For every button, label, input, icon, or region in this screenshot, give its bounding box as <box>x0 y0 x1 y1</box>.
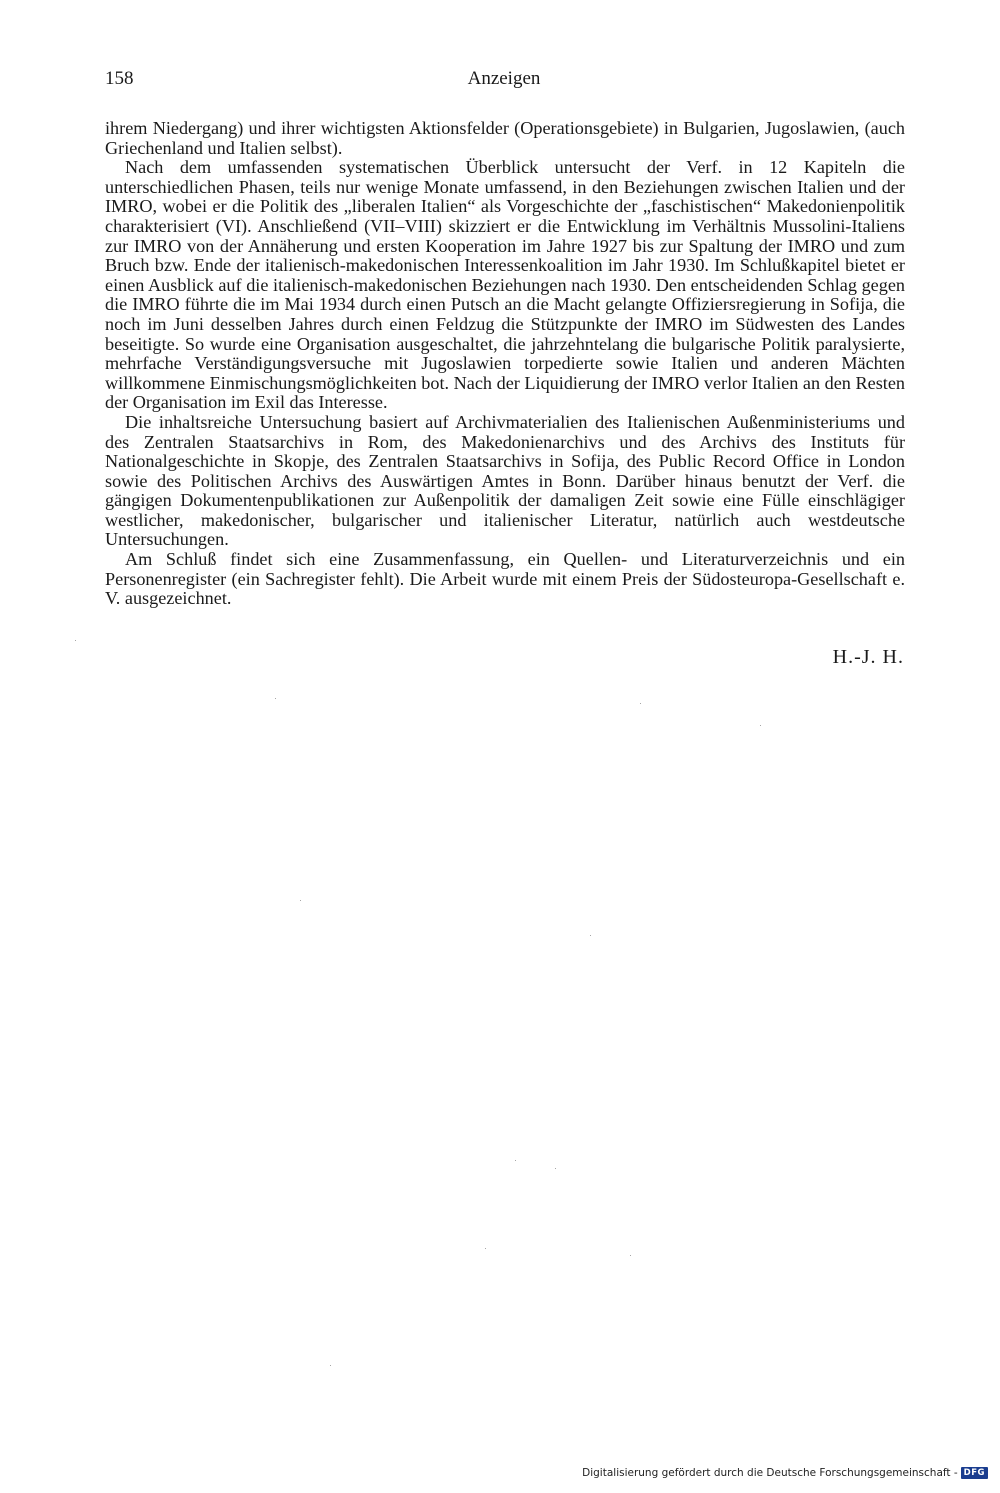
paragraph-chapters-overview: Nach dem umfassenden systematischen Überblick untersucht der Verf. in 12 Kapiteln die unterschiedlichen Phasen, teils nur wenige Monate umfassend, in den Beziehungen zwischen Italien und der IMRO, wobei er die Politik des „liberalen Italien“ als Vorgeschichte der „faschistischen“ Makedonienpolitik charakterisiert (VI). Anschließend (VII–VIII) skizziert er die Entwicklung im Verhältnis Mussolini-Italiens zur IMRO von der Annäherung und ersten Kooperation im Jahre 1927 bis zur Spaltung der IMRO und zum Bruch bzw. Ende der italienisch-makedonischen Interessenkoalition im Jahr 1930. Im Schlußkapitel bietet er einen Ausblick auf die italienisch-makedonischen Beziehungen nach 1930. Den entscheidenden Schlag gegen die IMRO führte die im Mai 1934 durch einen Putsch an die Macht gelangte Offiziersregierung in Sofija, die noch im Juni desselben Jahres durch einen Feldzug die Stützpunkte der IMRO im Südwesten des Landes beseitigte. So wurde eine Organisation ausgeschaltet, die jahrzehntelang die bulgarische Politik paralysierte, mehrfache Verständigungsversuche mit Jugoslawien torpedierte sowie Italien und anderen Mächten willkommene Einmischungsmöglichkeiten bot. Nach der Liquidierung der IMRO verlor Italien an den Resten der Organisation im Exil das Interesse. <box>105 157 905 413</box>
digitization-credit <box>582 1467 988 1479</box>
page-number: 158 <box>105 68 134 89</box>
author-signature: H.-J. H. <box>832 646 904 668</box>
paragraph-appendix: Am Schluß findet sich eine Zusammenfassung, ein Quellen- und Literaturverzeichnis und ein Personenregister (ein Sachregister fehlt). Die Arbeit wurde mit einem Preis der Südosteuropa-Gesellschaft e. V. ausgezeichnet. <box>105 549 905 609</box>
credit-text: Digitalisierung gefördert durch die Deutsche Forschungsgemeinschaft - <box>582 1467 958 1479</box>
dfg-logo: DFG <box>961 1467 988 1479</box>
paragraph-sources: Die inhaltsreiche Untersuchung basiert auf Archivmaterialien des Italienischen Außenministeriums und des Zentralen Staatsarchivs in Rom, des Makedonienarchivs und des Archivs des Instituts für Nationalgeschichte in Skopje, des Zentralen Staatsarchivs in Sofija, des Public Record Office in London sowie des Politischen Archivs des Auswärtigen Amtes in Bonn. Darüber hinaus benutzt der Verf. die gängigen Dokumentenpublikationen zur Außenpolitik der damaligen Zeit sowie eine Fülle einschlägiger westlicher, makedonischer, bulgarischer und italienischer Literatur, natürlich auch westdeutsche Untersuchungen. <box>105 411 905 550</box>
page-header <box>105 68 903 92</box>
paragraph-continuation: ihrem Niedergang) und ihrer wichtigsten Aktionsfelder (Operationsgebiete) in Bulgarien, Jugoslawien, (auch Griechenland und Italien selbst). <box>105 118 905 158</box>
running-head: Anzeigen <box>467 68 541 89</box>
article-body <box>105 119 905 609</box>
